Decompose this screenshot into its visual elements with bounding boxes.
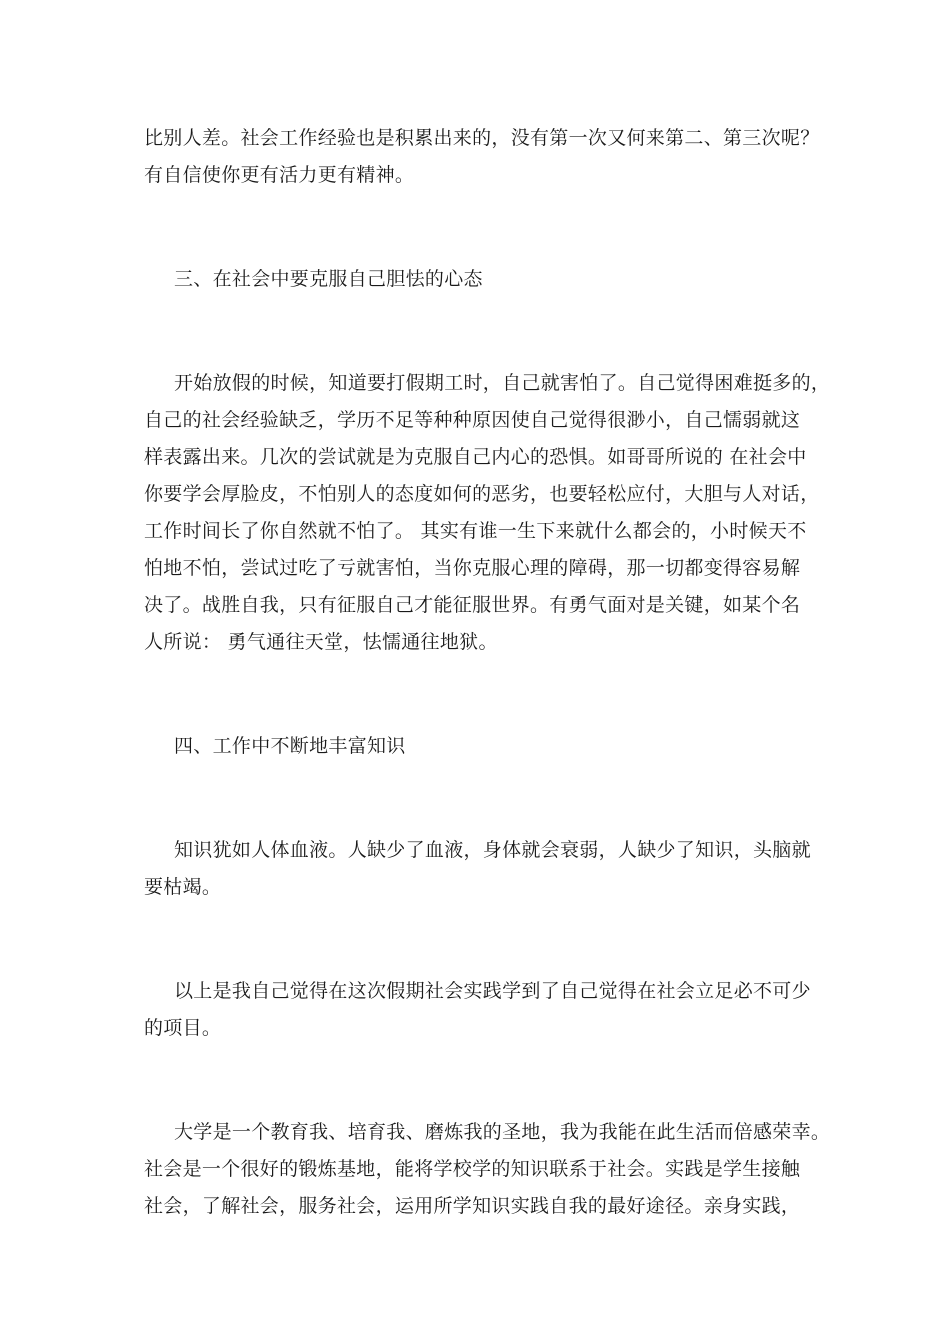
paragraph-line: 样表露出来。几次的尝试就是为克服自己内心的恐惧。如哥哥所说的 在社会中 <box>144 446 807 468</box>
section-heading: 四、工作中不断地丰富知识 <box>174 735 406 757</box>
paragraph-line: 你要学会厚脸皮，不怕别人的态度如何的恶劣，也要轻松应付，大胆与人对话， <box>144 483 820 505</box>
paragraph-line: 以上是我自己觉得在这次假期社会实践学到了自己觉得在社会立足必不可少 <box>174 980 811 1002</box>
paragraph-line: 人所说： 勇气通往天堂，怯懦通往地狱。 <box>144 631 498 653</box>
paragraph-line: 决了。战胜自我，只有征服自己才能征服世界。有勇气面对是关键，如某个名 <box>144 594 801 616</box>
paragraph-line: 怕地不怕，尝试过吃了亏就害怕，当你克服心理的障碍，那一切都变得容易解 <box>144 557 801 579</box>
paragraph-line: 要枯竭。 <box>144 876 222 898</box>
paragraph-line: 开始放假的时候，知道要打假期工时，自己就害怕了。自己觉得困难挺多的， <box>174 372 831 394</box>
paragraph-line: 比别人差。社会工作经验也是积累出来的，没有第一次又何来第二、第三次呢？ <box>144 127 820 149</box>
paragraph-line: 有自信使你更有活力更有精神。 <box>144 164 415 186</box>
paragraph-line: 知识犹如人体血液。人缺少了血液，身体就会衰弱，人缺少了知识，头脑就 <box>174 839 811 861</box>
paragraph-line: 工作时间长了你自然就不怕了。 其实有谁一生下来就什么都会的，小时候天不 <box>144 520 807 542</box>
paragraph-line: 的项目。 <box>144 1017 222 1039</box>
paragraph-line: 自己的社会经验缺乏，学历不足等种种原因使自己觉得很渺小，自己懦弱就这 <box>144 409 801 431</box>
section-heading: 三、在社会中要克服自己胆怯的心态 <box>174 268 483 290</box>
paragraph-line: 社会是一个很好的锻炼基地，能将学校学的知识联系于社会。实践是学生接触 <box>144 1158 801 1180</box>
paragraph-line: 社会，了解社会，服务社会，运用所学知识实践自我的最好途径。亲身实践， <box>144 1195 801 1217</box>
paragraph-line: 大学是一个教育我、培育我、磨炼我的圣地，我为我能在此生活而倍感荣幸。 <box>174 1121 831 1143</box>
